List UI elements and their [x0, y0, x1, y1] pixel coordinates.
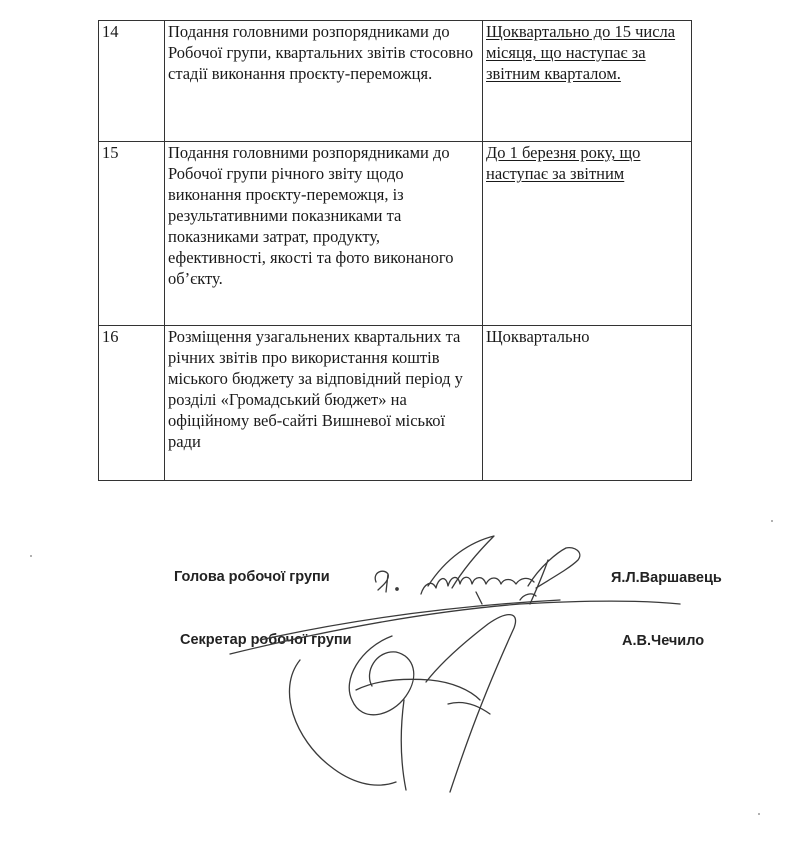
row-description: Подання головними розпорядниками до Робочої групи, квартальних звітів стосовно стадії виконання проєкту-переможця. [165, 21, 483, 142]
scan-artifact [771, 520, 773, 522]
secretary-name: А.В.Чечило [622, 633, 705, 649]
row-number: 16 [99, 326, 165, 481]
table-row [99, 142, 692, 326]
row-deadline: До 1 березня року, що наступає за звітним [483, 142, 692, 326]
table-row [99, 326, 692, 481]
schedule-table [98, 20, 692, 481]
head-name: Я.Л.Варшавець [611, 570, 722, 586]
table-row [99, 21, 692, 142]
row-deadline: Щоквартально до 15 числа місяця, що наступає за звітним кварталом. [483, 21, 692, 142]
row-description: Розміщення узагальнених квартальних та річних звітів про використання коштів міського бюджету за відповідний період у розділі «Громадський бюджет» на офіційному веб-сайті Вишневої міської ради [165, 326, 483, 481]
row-description: Подання головними розпорядниками до Робочої групи річного звіту щодо виконання проєкту-переможця, із результативними показниками та показниками затрат, продукту, ефективності, якості та фото виконаного об’єкту. [165, 142, 483, 326]
scan-artifact [30, 555, 32, 557]
row-number: 14 [99, 21, 165, 142]
secretary-title-label: Секретар робочої групи [180, 632, 352, 648]
row-number: 15 [99, 142, 165, 326]
scan-artifact [758, 813, 760, 815]
row-deadline: Щоквартально [483, 326, 692, 481]
head-title-label: Голова робочої групи [174, 569, 330, 585]
